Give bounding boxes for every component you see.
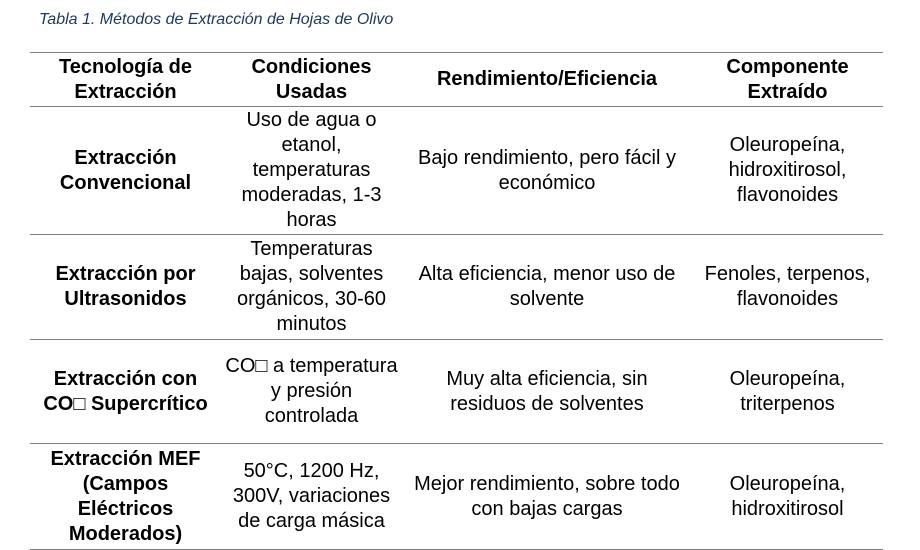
cell-conditions: CO□ a temperatura y presión controlada <box>225 355 398 427</box>
cell-components: Oleuropeína, hidroxitirosol <box>729 472 846 520</box>
header-conditions: Condiciones Usadas <box>251 55 372 103</box>
header-efficiency: Rendimiento/Eficiencia <box>436 68 658 90</box>
cell-efficiency: Mejor rendimiento, sobre todo con bajas cargas <box>414 472 680 520</box>
cell-technology: Extracción por Ultrasonidos <box>55 263 196 310</box>
cell-efficiency: Muy alta eficiencia, sin residuos de solventes <box>446 367 648 415</box>
cell-efficiency: Alta eficiencia, menor uso de solvente <box>418 263 676 310</box>
table-caption: Tabla 1. Métodos de Extracción de Hojas de Olivo <box>39 11 394 28</box>
extraction-methods-table <box>30 52 883 550</box>
cell-components: Fenoles, terpenos, flavonoides <box>704 263 871 310</box>
cell-efficiency: Bajo rendimiento, pero fácil y económico <box>418 146 676 194</box>
cell-technology: Extracción con CO□ Supercrítico <box>43 367 208 415</box>
table-header-row <box>30 53 883 107</box>
table-row <box>30 235 883 340</box>
cell-conditions: Uso de agua o etanol, temperaturas moderadas, 1-3 horas <box>241 109 382 231</box>
cell-components: Oleuropeína, triterpenos <box>729 367 846 415</box>
table-row <box>30 107 883 235</box>
cell-technology: Extracción MEF (Campos Eléctricos Moderados) <box>50 447 201 545</box>
cell-technology: Extracción Convencional <box>59 146 192 194</box>
cell-conditions: 50°C, 1200 Hz, 300V, variaciones de carga másica <box>232 460 391 532</box>
header-components: Componente Extraído <box>726 55 849 103</box>
table-row <box>30 444 883 550</box>
header-technology: Tecnología de Extracción <box>59 55 192 103</box>
cell-conditions: Temperaturas bajas, solventes orgánicos, 30-60 minutos <box>237 238 386 335</box>
table-row <box>30 340 883 444</box>
cell-components: Oleuropeína, hidroxitirosol, flavonoides <box>728 134 847 206</box>
